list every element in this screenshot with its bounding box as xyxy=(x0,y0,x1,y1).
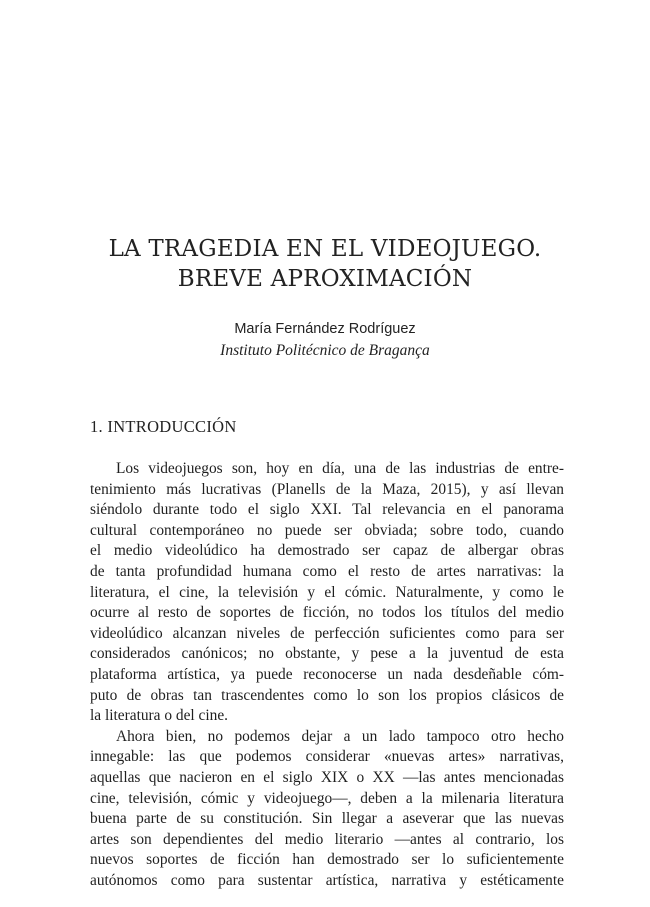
text-line: plataforma artística, ya puede reconocerse un nada desdeñable cóm- xyxy=(90,665,564,683)
text-line: cultural contemporáneo no puede ser obviada; sobre todo, cuando xyxy=(90,521,564,539)
text-line: literatura, el cine, la televisión y el cómic. Naturalmente, y como le xyxy=(90,583,564,601)
section-heading: 1. INTRODUCCIÓN xyxy=(90,417,237,436)
paragraph-2 xyxy=(90,727,564,892)
text-line: siéndolo durante todo el siglo XXI. Tal relevancia en el panorama xyxy=(90,501,564,519)
paper-title xyxy=(0,234,650,294)
text-line: cine, televisión, cómic y videojuego—, deben a la milenaria literatura xyxy=(90,789,564,807)
body-text xyxy=(90,459,564,891)
text-line: Los videojuegos son, hoy en día, una de las industrias de entre- xyxy=(116,460,564,477)
author-affiliation: Instituto Politécnico de Bragança xyxy=(220,342,430,359)
text-line: de tanta profundidad humana como el resto de artes narrativas: la xyxy=(90,562,564,580)
paragraph-1 xyxy=(90,459,564,727)
author-name: María Fernández Rodríguez xyxy=(234,321,416,337)
text-line: artes son dependientes del medio literario —antes al contrario, los xyxy=(90,830,564,848)
text-line: puto de obras tan trascendentes como lo son los propios clásicos de xyxy=(90,686,564,704)
text-line: el medio videolúdico ha demostrado ser capaz de albergar obras xyxy=(90,542,564,560)
text-line: nuevos soportes de ficción han demostrado ser lo suficientemente xyxy=(90,851,564,869)
title-line-1: LA TRAGEDIA EN EL VIDEOJUEGO. xyxy=(108,236,542,262)
text-line: tenimiento más lucrativas (Planells de la Maza, 2015), y así llevan xyxy=(90,480,564,498)
text-line: Ahora bien, no podemos dejar a un lado tampoco otro hecho xyxy=(116,727,564,745)
text-line: la literatura o del cine. xyxy=(90,707,229,725)
text-line: ocurre al resto de soportes de ficción, no todos los títulos del medio xyxy=(90,604,564,622)
title-line-2: BREVE APROXIMACIÓN xyxy=(177,266,473,292)
text-line: aquellas que nacieron en el siglo XIX o XX —las antes mencionadas xyxy=(90,768,564,786)
text-line: autónomos como para sustentar artística, narrativa y estéticamente xyxy=(90,871,564,889)
text-line: considerados canónicos; no obstante, y pese a la juventud de esta xyxy=(90,645,564,663)
text-line: innegable: las que podemos considerar «nuevas artes» narrativas, xyxy=(90,748,564,766)
text-line: videolúdico alcanzan niveles de perfección suficientes como para ser xyxy=(90,624,564,642)
text-line: buena parte de su constitución. Sin llegar a aseverar que las nuevas xyxy=(90,810,564,828)
